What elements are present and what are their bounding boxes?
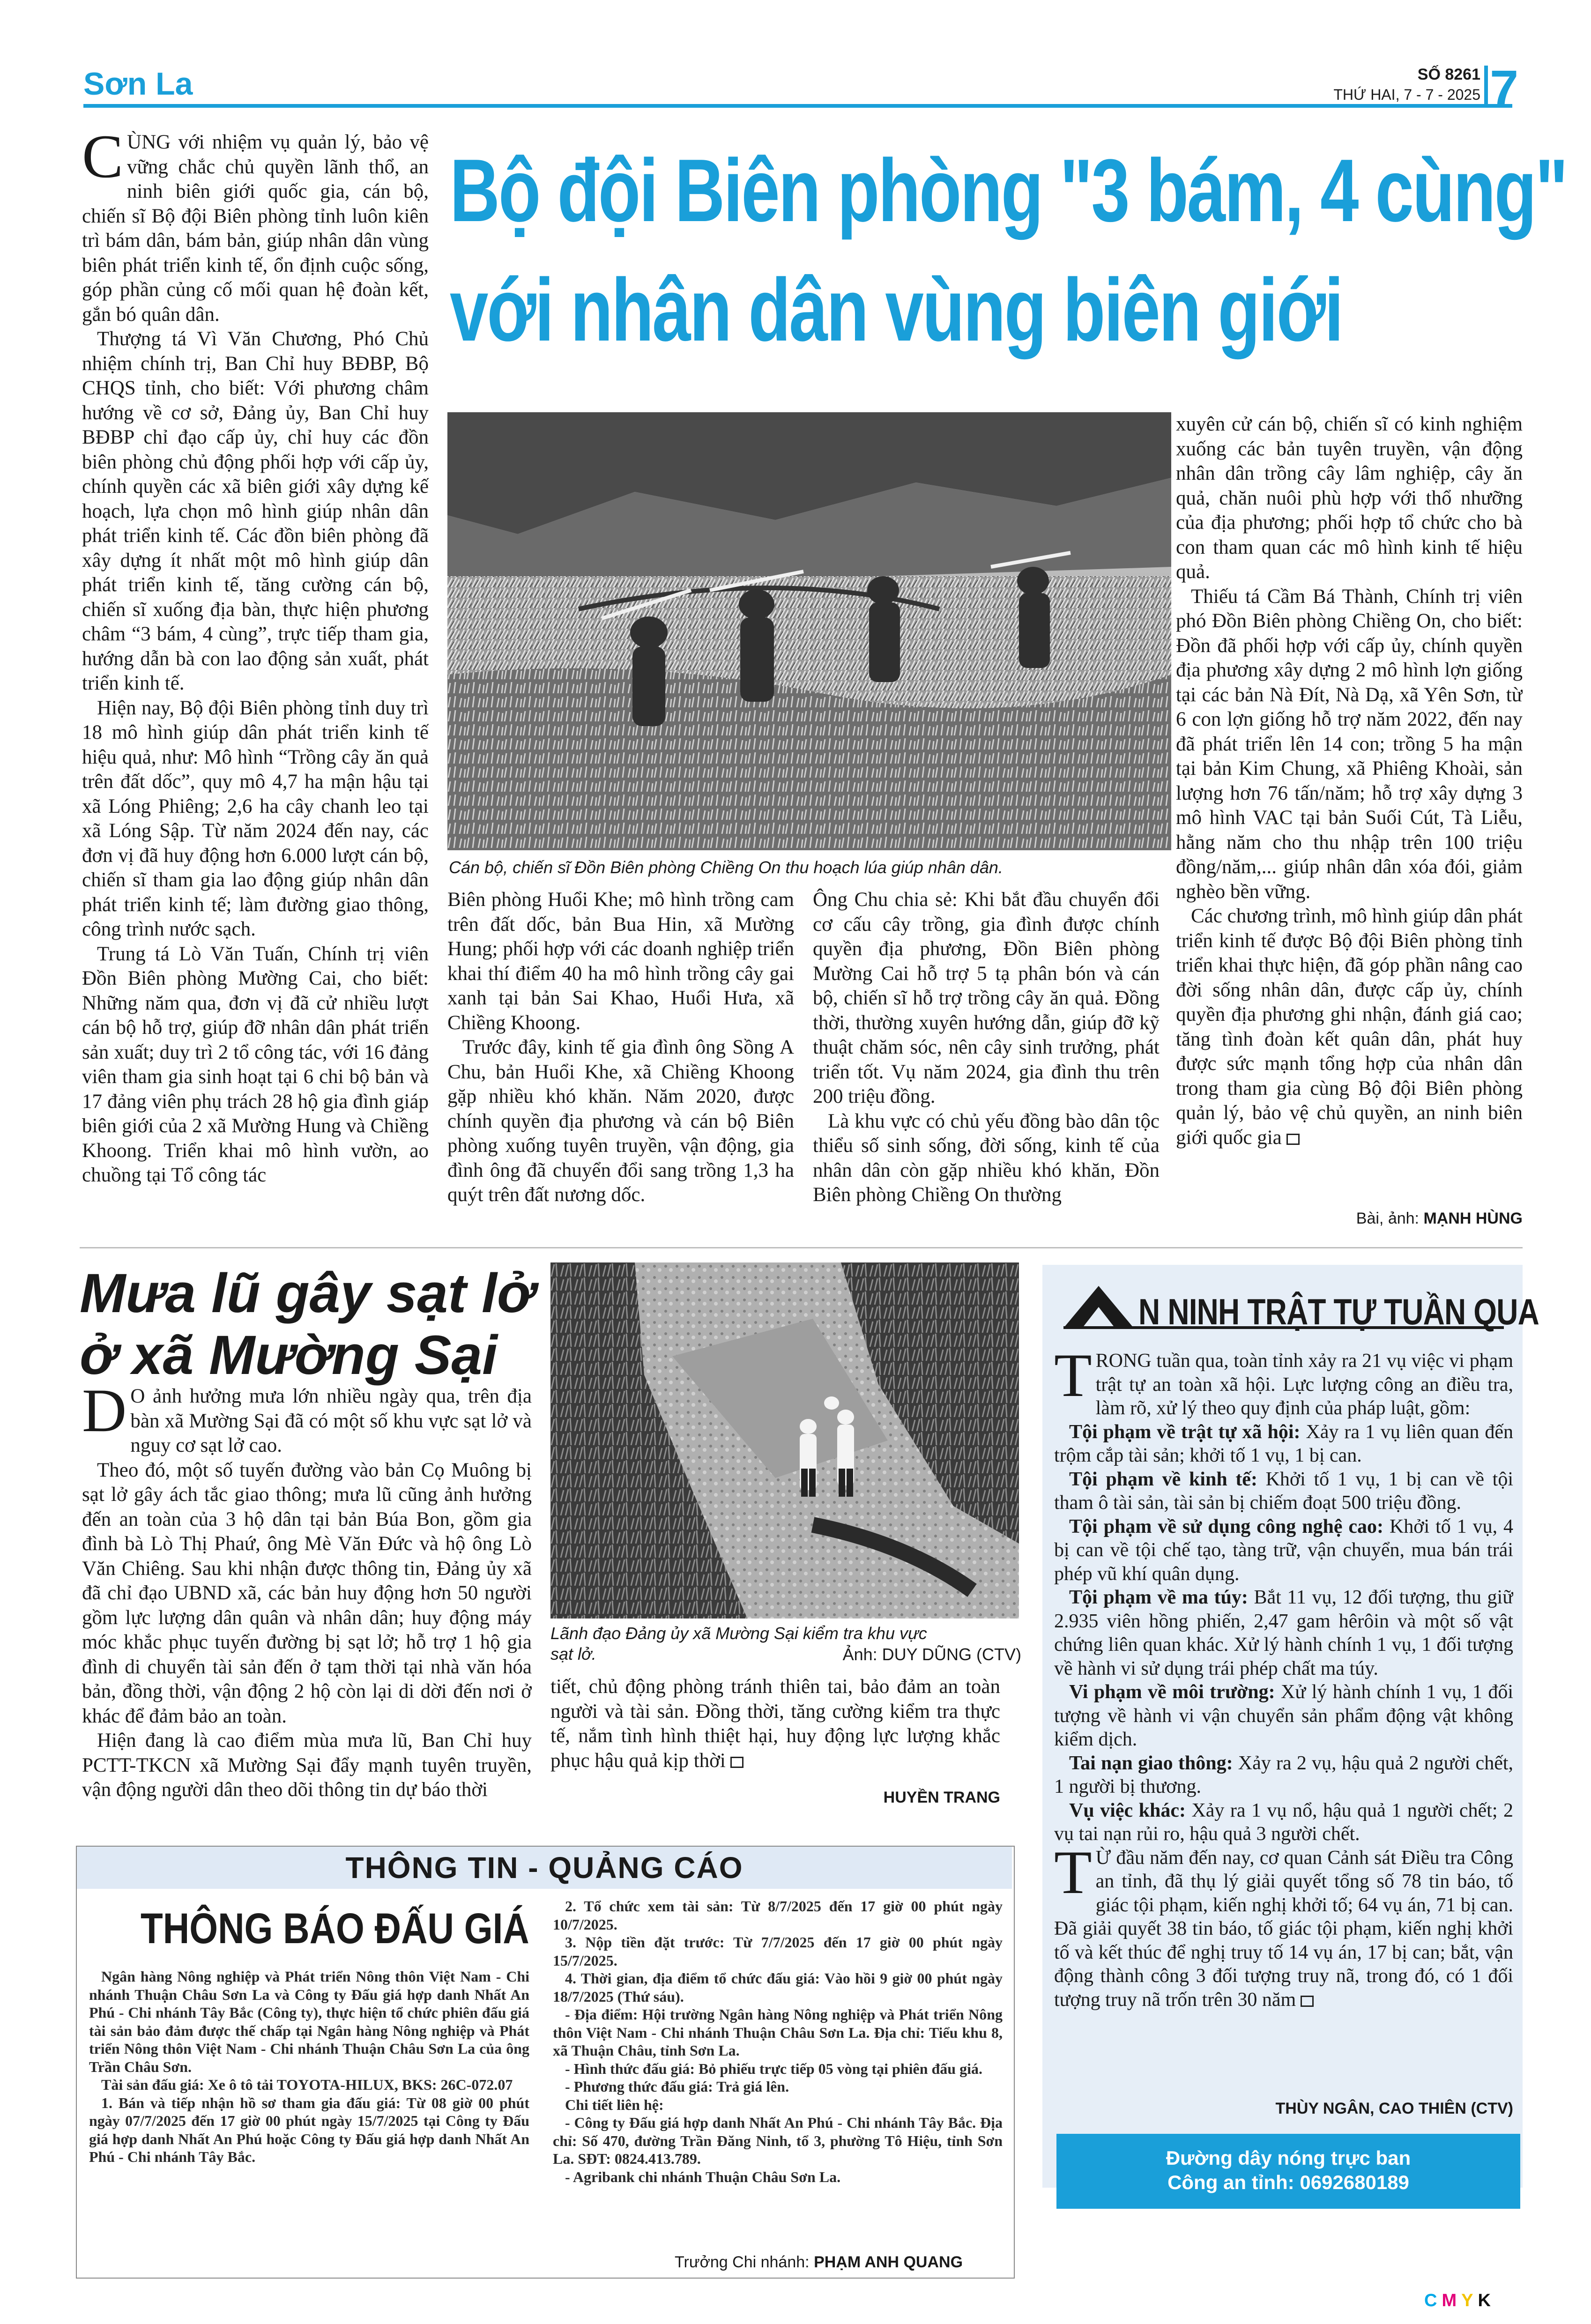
flood-dropcap: D [82, 1384, 127, 1445]
security-item: Vụ việc khác: Xảy ra 1 vụ nổ, hậu quả 1 người chết; 2 vụ tai nạn rủi ro, hậu quả 3 người chết. [1054, 1799, 1513, 1845]
ad-para: 2. Tổ chức xem tài sản: Từ 8/7/2025 đến 17 giờ 00 phút ngày 10/7/2025. [553, 1898, 1003, 1933]
lead-col2-para: Trước đây, kinh tế gia đình ông Sồng A Chu, bản Huổi Khe, xã Chiềng Khoong gặp nhiều khó khăn. Năm 2020, được chính quyền địa phương và cán bộ Biên phòng xuống tuyên truyền, vận động, gia đình ông đã chuyển đổi sang trồng 1,3 ha quýt trên đất nương dốc. [447, 1036, 794, 1206]
ad-para: 3. Nộp tiền đặt trước: Từ 7/7/2025 đến 17 giờ 00 phút ngày 15/7/2025. [553, 1934, 1003, 1969]
security-item: Tội phạm về ma túy: Bắt 11 vụ, 12 đối tượng, thu giữ 2.935 viên hồng phiến, 2,47 gam hêrôin và một số vật chứng liên quan khác. Xử lý hành chính 1 vụ, 1 đối tượng về hành vi sử dụng trái phép chất ma túy. [1054, 1587, 1513, 1679]
security-item: Vi phạm về môi trường: Xử lý hành chính 1 vụ, 1 đối tượng về hành vi vận chuyển sản phẩm động vật không kiểm dịch. [1054, 1681, 1513, 1750]
ad-para: Chi tiết liên hệ: [565, 2096, 664, 2113]
cmyk-c: C [1424, 2291, 1442, 2310]
section-name: Sơn La [83, 66, 193, 102]
ad-para: 4. Thời gian, địa điểm tổ chức đấu giá: Vào hồi 9 giờ 00 phút ngày 18/7/2025 (Thứ sáu). [553, 1970, 1003, 2005]
flood-column-2 [550, 1675, 1000, 1787]
issue-number: SỐ 8261 [1417, 66, 1480, 83]
lead-photo-harvest [447, 412, 1171, 850]
masthead-rule [83, 104, 1512, 108]
security-item: Tội phạm về trật tự xã hội: Xảy ra 1 vụ liên quan đến trộm cắp tài sản; khởi tố 1 vụ, 1 bị can. [1054, 1421, 1513, 1466]
security-item: Tội phạm về kinh tế: Khởi tố 1 vụ, 1 bị can về tội tham ô tài sản, tài sản bị chiếm đoạt 500 triệu đồng. [1054, 1468, 1513, 1514]
ad-column-2 [553, 1897, 1003, 2253]
lead-col1-para: Thượng tá Vì Văn Chương, Phó Chủ nhiệm chính trị, Ban Chỉ huy BĐBP, Bộ CHQS tỉnh, cho biết: Với phương châm hướng về cơ sở, Đảng ủy, Ban Chỉ huy BĐBP chỉ đạo cấp ủy, chỉ huy các đồn biên phòng chủ động phối hợp với cấp ủy, chính quyền các xã biên giới xây dựng kế hoạch, lựa chọn mô hình giúp nhân dân phát triển kinh tế. Các đồn biên phòng đã xây dựng ít nhất một mô hình giúp dân phát triển kinh tế, tăng cường cán bộ, chiến sĩ xuống địa bàn, thực hiện phương châm “3 bám, 4 cùng”, trực tiếp tham gia, hướng dẫn bà con lao động sản xuất, phát triển kinh tế. [82, 328, 429, 694]
lead-column-4 [1176, 412, 1523, 1209]
lead-headline-line2: với nhân dân vùng biên giới [450, 260, 1342, 360]
security-intro: TRONG tuần qua, toàn tỉnh xảy ra 21 vụ việc vi phạm trật tự an toàn xã hội. Lực lượng công an điều tra, làm rõ, xử lý theo quy định của pháp luật, gồm: [1054, 1349, 1513, 1419]
flood-photo-landslide [550, 1262, 1019, 1619]
ad-para: - Hình thức đấu giá: Bỏ phiếu trực tiếp 05 vòng tại phiên đấu giá. [565, 2060, 982, 2077]
flood-author: HUYỀN TRANG [883, 1789, 1000, 1806]
page-number: 7 [1490, 60, 1519, 118]
lead-col1-para: Hiện nay, Bộ đội Biên phòng tỉnh duy trì 18 mô hình giúp dân phát triển kinh tế hiệu quả, như: Mô hình “Trồng cây ăn quả trên đất dốc”, quy mô 4,7 ha mận hậu tại xã Lóng Phiêng; 2,6 ha cây chanh leo tại xã Lóng Sập. Từ năm 2024 đến nay, các đơn vị đã huy động hơn 6.000 lượt cán bộ, chiến sĩ tham gia lao động giúp nhân dân phát triển kinh tế; làm đường giao thông, công trình nước sạch. [82, 697, 429, 940]
flood-column-1 [82, 1384, 532, 1818]
cmyk-y: Y [1461, 2291, 1478, 2310]
ad-banner: THÔNG TIN - QUẢNG CÁO [77, 1847, 1012, 1889]
hotline-box [1056, 2134, 1520, 2209]
lead-headline-line1: Bộ đội Biên phòng "3 bám, 4 cùng" [450, 141, 1567, 240]
flood-col1-para: Theo đó, một số tuyến đường vào bản Cọ Muông bị sạt lở gây ách tắc giao thông; mưa lũ cũng ảnh hưởng đến an toàn của 3 hộ dân tại bản Búa Bon, gồm gia đình bà Lò Thị Phaứ, ông Mè Văn Đức và hộ ông Lò Văn Chiêng. Sau khi nhận được thông tin, Đảng ủy xã đã chỉ đạo UBND xã, các bản huy động hơn 50 người gồm lực lượng dân quân và nhân dân; huy động máy móc khắc phục tuyến đường bị sạt lở; hỗ trợ 1 hộ gia đình di chuyển tài sản đến ở tạm thời tại nhà văn hóa bản, đồng thời, vận động 2 hộ còn lại di dời đến nơi ở khác để đảm bảo an toàn. [82, 1459, 532, 1727]
security-summary: T Ừ đầu năm đến nay, cơ quan Cảnh sát Điều tra Công an tỉnh, đã thụ lý giải quyết tổng số 78 tin báo, tố giác tội phạm, kiến nghị khởi tố; 64 vụ án, 71 bị can. Đã giải quyết 38 tin báo, tố giác tội phạm, kiến nghị khởi tố và kết thúc để nghị truy tố 14 vụ án, 17 bị can; bắt, vận động thành công 3 đối tượng truy nã, trong đó, có 1 đối tượng truy nã trốn trên 30 năm [1054, 1837, 1513, 2011]
security-dropcap-2: T [1054, 1837, 1092, 1907]
security-item: Tội phạm về sử dụng công nghệ cao: Khởi tố 1 vụ, 4 bị can về tội chế tạo, tàng trữ, vận chuyển, mua bán trái phép vũ khí quân dụng. [1054, 1515, 1513, 1585]
flood-col1-para: D O ảnh hưởng mưa lớn nhiều ngày qua, trên địa bàn xã Mường Sại đã có một số khu vực sạt lở và nguy cơ sạt lở cao. [82, 1384, 532, 1456]
security-title: N NINH TRẬT TỰ TUẦN QUA [1138, 1291, 1539, 1332]
end-mark-icon [1286, 1134, 1300, 1145]
cmyk-k: K [1478, 2291, 1495, 2310]
lead-photo-caption: Cán bộ, chiến sĩ Đồn Biên phòng Chiềng On thu hoạch lúa giúp nhân dân. [449, 858, 1003, 877]
lead-col2-para: Biên phòng Huổi Khe; mô hình trồng cam trên đất dốc, bản Bua Hin, xã Mường Hung; phối hợp với các doanh nghiệp triển khai thí điểm 40 ha mô hình trồng cây gai xanh tại bản Sai Khao, Huổi Hưa, xã Chiềng Khoong. [447, 889, 794, 1034]
lead-col3-para: Là khu vực có chủ yếu đồng bào dân tộc thiểu số sinh sống, đời sống, kinh tế của nhân dân còn gặp nhiều khó khăn, Đồn Biên phòng Chiềng On thường [813, 1110, 1160, 1206]
cmyk-registration [1424, 2291, 1495, 2311]
lead-column-3 [813, 888, 1160, 1234]
ad-para: - Địa điểm: Hội trường Ngân hàng Nông nghiệp và Phát triển Nông thôn Việt Nam - Chi nhánh Thuận Châu Sơn La. Địa chỉ: Tiểu khu 8, xã Thuận Châu, tỉnh Sơn La. [553, 2006, 1003, 2059]
lead-column-2 [447, 888, 794, 1234]
lead-col3-para: Ông Chu chia sẻ: Khi bắt đầu chuyển đổi cơ cấu cây trồng, gia đình được chính quyền địa phương, Đồn Biên phòng Mường Cai hỗ trợ 5 tạ phân bón và cán bộ, chiến sĩ hỗ trợ trồng cây ăn quả. Đồng thời, thường xuyên hướng dẫn, giúp đỡ kỹ thuật chăm sóc, nên cây sinh trưởng, phát triển tốt. Vụ năm 2024, gia đình thu trên 200 triệu đồng. [813, 889, 1160, 1107]
ad-column-1 [89, 1968, 529, 2230]
end-mark-icon [730, 1757, 743, 1768]
lead-col4-para: Thiếu tá Cầm Bá Thành, Chính trị viên phó Đồn Biên phòng Chiềng On, cho biết: Đồn đã phối hợp với cấp ủy, chính quyền địa phương xây dựng 2 mô hình lợn giống tại các bản Nà Đít, Nà Dạ, xã Yên Sơn, từ 6 con lợn giống hỗ trợ năm 2022, đến nay đã phát triển lên 14 con; trồng 5 ha mận tại bản Kim Chung, xã Phiêng Khoài, sản lượng hơn 76 tấn/năm; hỗ trợ xây dựng 3 mô hình VAC tại bản Suối Cút, Tà Liễu, hằng năm cho thu nhập trên 100 triệu đồng/năm,... giúp nhân dân xóa đói, giảm nghèo bền vững. [1176, 585, 1523, 903]
ad-title: THÔNG BÁO ĐẤU GIÁ [141, 1905, 529, 1953]
page-number-divider [1484, 66, 1488, 108]
section-divider [80, 1247, 1523, 1248]
landslide-illustration [550, 1262, 1019, 1619]
lead-col1-para: Trung tá Lò Văn Tuấn, Chính trị viên Đồn Biên phòng Mường Cai, cho biết: Những năm qua, đơn vị đã cử nhiều lượt cán bộ hỗ trợ, giúp đỡ nhân dân phát triển sản xuất; duy trì 2 tổ công tác, với 16 đảng viên tham gia sinh hoạt tại 6 chi bộ bản và 17 đảng viên phụ trách 28 hộ gia đình giáp biên giới của 2 xã Mường Hung và Chiềng Khoong. Triển khai mô hình vườn, ao chuồng tại Tổ công tác [82, 943, 429, 1186]
flood-col2-para: tiết, chủ động phòng tránh thiên tai, bảo đảm an toàn người và tài sản. Đồng thời, tăng cường kiểm tra thực tế, nắm tình hình thiệt hại, huy động lực lượng khắc phục hậu quả kịp thời [550, 1676, 1000, 1772]
security-dropcap: T [1054, 1349, 1092, 1410]
cmyk-m: M [1442, 2291, 1462, 2310]
flood-col1-para: Hiện đang là cao điểm mùa mưa lũ, Ban Chỉ huy PCTT-TKCN xã Mường Sại đẩy mạnh tuyên truyền, vận động người dân theo dõi thông tin dự báo thời [82, 1730, 532, 1801]
security-body [1054, 1349, 1513, 2089]
flood-headline-line2: ở xã Mường Sại [80, 1324, 498, 1386]
ad-para: - Phương thức đấu giá: Trả giá lên. [565, 2078, 789, 2095]
flood-photo-credit: Ảnh: DUY DŨNG (CTV) [842, 1645, 1021, 1664]
ad-para: - Agribank chi nhánh Thuận Châu Sơn La. [565, 2168, 841, 2185]
flood-headline [80, 1262, 576, 1386]
lead-headline [450, 131, 1567, 370]
security-item: Tai nạn giao thông: Xảy ra 2 vụ, hậu quả 2 người chết, 1 người bị thương. [1054, 1752, 1513, 1797]
lead-credit: Bài, ảnh: MẠNH HÙNG [1356, 1210, 1523, 1227]
lead-col1-para: CÙNG với nhiệm vụ quản lý, bảo vệ vững chắc chủ quyền lãnh thổ, an ninh biên giới quốc gia, cán bộ, chiến sĩ Bộ đội Biên phòng tỉnh luôn kiên trì bám dân, bám bản, giúp nhân dân vùng biên phát triển kinh tế, ổn định cuộc sống, góp phần củng cố mối quan hệ đoàn kết, gắn bó quân dân. [82, 130, 429, 326]
lead-dropcap: C [82, 130, 124, 191]
issue-date: THỨ HAI, 7 - 7 - 2025 [1333, 86, 1480, 103]
flood-photo-caption: Lãnh đạo Đảng ủy xã Mường Sại kiểm tra khu vực sạt lở. [550, 1624, 927, 1663]
hotline-label: Đường dây nóng trực ban [1166, 2147, 1411, 2169]
harvest-illustration [447, 412, 1171, 850]
ad-para: - Công ty Đấu giá hợp danh Nhất An Phú - Chi nhánh Tây Bắc. Địa chỉ: Số 470, đường Trần Đăng Ninh, tổ 3, phường Tô Hiệu, tỉnh Sơn La. SĐT: 0824.413.789. [553, 2114, 1003, 2167]
security-author: THÙY NGÂN, CAO THIÊN (CTV) [1275, 2100, 1513, 2117]
ad-para: 1. Bán và tiếp nhận hồ sơ tham gia đấu giá: Từ 08 giờ 00 phút ngày 07/7/2025 đến 17 giờ 00 phút ngày 15/7/2025 tại Công ty Đấu giá hợp danh Nhất An Phú hoặc Công ty Đấu giá hợp danh Nhất An Phú - Chi nhánh Tây Bắc. [89, 2094, 529, 2165]
ad-para: Tài sản đấu giá: Xe ô tô tải TOYOTA-HILUX, BKS: 26C-072.07 [101, 2076, 513, 2093]
lead-col4-para: xuyên cử cán bộ, chiến sĩ có kinh nghiệm xuống các bản tuyên truyền, vận động nhân dân trồng cây lâm nghiệp, cây ăn quả, chăn nuôi phù hợp với thổ nhưỡng của địa phương; phối hợp tổ chức cho bà con tham quan các mô hình kinh tế hiệu quả. [1176, 413, 1523, 583]
end-mark-icon [1301, 1996, 1314, 2007]
lead-column-1 [82, 130, 429, 1231]
lead-col4-para: Các chương trình, mô hình giúp dân phát triển kinh tế được Bộ đội Biên phòng tỉnh triển khai thực hiện, đã góp phần nâng cao đời sống nhân dân, được cấp ủy, chính quyền địa phương ghi nhận, đánh giá cao; tăng tình đoàn kết quân dân, phát huy được sức mạnh tổng hợp của nhân dân trong tham gia cùng Bộ đội Biên phòng quản lý, bảo vệ chủ quyền, an ninh biên giới quốc gia [1176, 905, 1523, 1149]
hotline-number: Công an tỉnh: 0692680189 [1167, 2171, 1409, 2193]
flood-headline-line1: Mưa lũ gây sạt lở [80, 1262, 535, 1324]
ad-signature: Trưởng Chi nhánh: PHẠM ANH QUANG [675, 2253, 963, 2271]
ad-para: Ngân hàng Nông nghiệp và Phát triển Nông thôn Việt Nam - Chi nhánh Thuận Châu Sơn La và Công ty Đấu giá hợp danh Nhất An Phú - Chi nhánh Tây Bắc (Công ty), thực hiện tổ chức phiên đấu giá tài sản bảo đảm được thế chấp tại Ngân hàng Nông nghiệp và Phát triển Nông thôn Việt Nam - Chi nhánh Thuận Châu Sơn La của ông Trần Châu Sơn. [89, 1968, 529, 2075]
